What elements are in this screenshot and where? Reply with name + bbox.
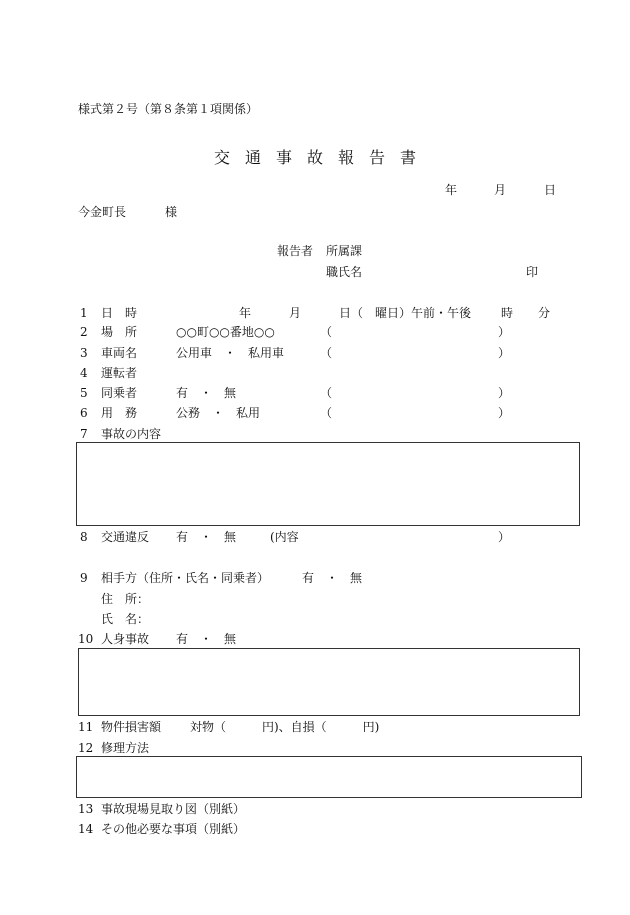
datetime-day-weekday-ampm: 日（ 曜日）午前・午後 <box>339 306 472 320</box>
vehicle-close-paren: ） <box>498 346 511 360</box>
item-number: 14 <box>78 822 94 836</box>
item-number: 13 <box>78 802 94 816</box>
place-close-paren: ） <box>498 325 511 339</box>
other-party-options: 有 ・ 無 <box>302 571 363 585</box>
violation-close-paren: ） <box>498 530 511 544</box>
datetime-month: 月 <box>289 306 302 320</box>
item-number: 7 <box>80 427 88 441</box>
item-number: 5 <box>80 386 88 400</box>
violation-options: 有 ・ 無 <box>176 530 237 544</box>
other-party-name-label: 氏 名： <box>101 612 150 626</box>
purpose-close-paren: ） <box>498 406 511 420</box>
item-label-violation: 交通違反 <box>101 530 150 544</box>
form-number: 様式第２号（第８条第１項関係） <box>78 102 259 116</box>
addressee-name: 今金町長 <box>78 205 127 219</box>
injury-details-box[interactable] <box>78 648 580 716</box>
passenger-open-paren: （ <box>320 386 333 400</box>
item-label-property-damage: 物件損害額 <box>101 720 162 734</box>
place-value: ○○町○○番地○○ <box>176 325 275 339</box>
item-number: 4 <box>80 366 88 380</box>
item-number: 1 <box>80 306 88 320</box>
item-label-repair-method: 修理方法 <box>101 741 150 755</box>
date-year-label: 年 <box>445 183 458 197</box>
item-number: 11 <box>78 720 94 734</box>
item-label-driver: 運転者 <box>101 366 138 380</box>
item-label-place: 場 所 <box>101 325 138 339</box>
date-day-label: 日 <box>544 183 557 197</box>
item-number: 12 <box>78 741 94 755</box>
page-title: 交通事故報告書 <box>214 148 432 167</box>
item-label-other-party: 相手方（住所・氏名・同乗者） <box>101 571 270 585</box>
seal-mark: 印 <box>526 265 539 279</box>
purpose-options: 公務 ・ 私用 <box>176 406 261 420</box>
reporter-name-label: 職氏名 <box>326 265 363 279</box>
item-label-purpose: 用 務 <box>101 406 138 420</box>
datetime-hour: 時 <box>501 306 514 320</box>
datetime-year: 年 <box>239 306 252 320</box>
reporter-dept-label: 所属課 <box>326 244 363 258</box>
vehicle-options: 公用車 ・ 私用車 <box>176 346 285 360</box>
place-open-paren: （ <box>320 325 333 339</box>
date-month-label: 月 <box>494 183 507 197</box>
item-number: 9 <box>80 571 88 585</box>
datetime-minute: 分 <box>538 306 551 320</box>
item-label-accident-details: 事故の内容 <box>101 427 162 441</box>
accident-details-box[interactable] <box>76 442 580 526</box>
other-party-address-label: 住 所： <box>101 592 150 606</box>
violation-open-paren: (内容 <box>270 530 299 544</box>
repair-method-box[interactable] <box>76 756 582 798</box>
item-number: 2 <box>80 325 88 339</box>
item-number: 8 <box>80 530 88 544</box>
purpose-open-paren: （ <box>320 406 333 420</box>
addressee-honorific: 様 <box>165 205 178 219</box>
reporter-label: 報告者 <box>277 244 314 258</box>
item-number: 10 <box>78 632 94 646</box>
property-damage-values: 対物（ 円)、自損（ 円) <box>190 720 380 734</box>
passenger-options: 有 ・ 無 <box>176 386 237 400</box>
item-label-vehicle: 車両名 <box>101 346 138 360</box>
injury-options: 有 ・ 無 <box>176 632 237 646</box>
item-number: 3 <box>80 346 88 360</box>
item-label-datetime: 日 時 <box>101 306 138 320</box>
item-label-passenger: 同乗者 <box>101 386 138 400</box>
item-label-site-diagram: 事故現場見取り図（別紙） <box>101 802 246 816</box>
passenger-close-paren: ） <box>498 386 511 400</box>
item-label-injury: 人身事故 <box>101 632 150 646</box>
item-label-other-matters: その他必要な事項（別紙） <box>101 822 246 836</box>
item-number: 6 <box>80 406 88 420</box>
vehicle-open-paren: （ <box>320 346 333 360</box>
